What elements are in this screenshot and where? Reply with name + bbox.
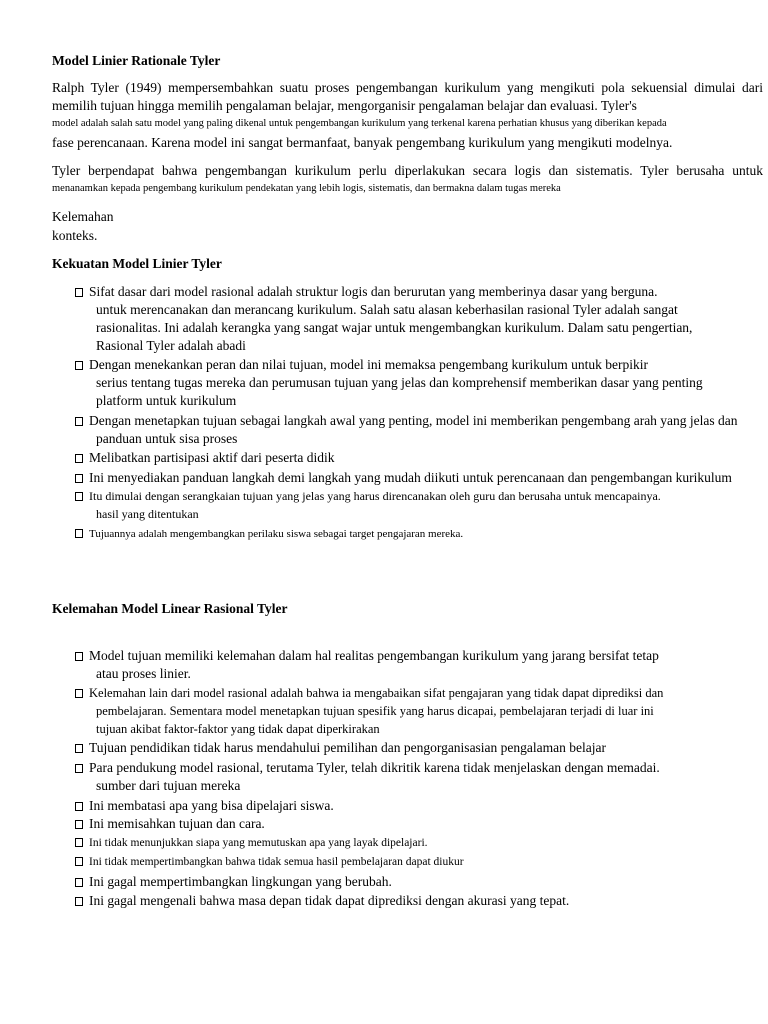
list-item-continuation: hasil yang ditentukan <box>96 507 199 521</box>
list-item-text: Melibatkan partisipasi aktif dari peserta didik <box>89 450 335 465</box>
paragraph-line-small: menanamkan kepada pengembang kurikulum pendekatan yang lebih logis, sistematis, dan bermakna dalam tugas mereka <box>52 183 561 194</box>
list-item-text: Ini menyediakan panduan langkah demi langkah yang mudah diikuti untuk perencanaan dan pengembangan kurikulum <box>89 470 732 485</box>
checkbox-bullet-icon <box>75 417 83 426</box>
list-item <box>75 526 463 542</box>
list-item-text: Sifat dasar dari model rasional adalah struktur logis dan berurutan yang memberinya dasar yang berguna. <box>89 284 658 299</box>
list-item-continuation: tujuan akibat faktor-faktor yang tidak dapat diperkirakan <box>96 722 380 736</box>
list-item-text: Ini memisahkan tujuan dan cara. <box>89 816 265 831</box>
list-item <box>75 648 659 664</box>
list-item-text: Kelemahan lain dari model rasional adalah bahwa ia mengabaikan sifat pengajaran yang tidak dapat diprediksi dan <box>89 686 664 700</box>
checkbox-bullet-icon <box>75 838 83 847</box>
list-item <box>75 798 334 814</box>
list-item <box>75 413 738 429</box>
checkbox-bullet-icon <box>75 529 83 538</box>
list-item <box>75 816 265 832</box>
list-item-text: Ini gagal mempertimbangkan lingkungan yang berubah. <box>89 874 392 889</box>
list-item-continuation: rasionalitas. Ini adalah kerangka yang sangat wajar untuk mengembangkan kurikulum. Dalam satu pengertian, <box>96 320 693 335</box>
paragraph-line-small: model adalah salah satu model yang paling dikenal untuk pengembangan kurikulum yang terkenal karena perhatian khusus yang diberikan kepada <box>52 118 667 129</box>
list-item <box>75 760 660 776</box>
checkbox-bullet-icon <box>75 820 83 829</box>
list-item <box>75 284 657 300</box>
section-heading-model-linier: Model Linier Rationale Tyler <box>52 53 221 68</box>
checkbox-bullet-icon <box>75 857 83 866</box>
list-item <box>75 893 569 909</box>
list-item-text: Ini tidak menunjukkan siapa yang memutuskan apa yang layak dipelajari. <box>89 837 428 849</box>
list-item <box>75 488 661 504</box>
checkbox-bullet-icon <box>75 288 83 297</box>
list-item <box>75 835 428 851</box>
list-item-continuation: panduan untuk sisa proses <box>96 431 238 446</box>
checkbox-bullet-icon <box>75 764 83 773</box>
list-item-text: Dengan menekankan peran dan nilai tujuan, model ini memaksa pengembang kurikulum untuk berpikir <box>89 357 648 372</box>
checkbox-bullet-icon <box>75 689 83 698</box>
list-item <box>75 470 732 486</box>
list-item-continuation: pembelajaran. Sementara model menetapkan tujuan spesifik yang harus dicapai, pembelajaran terjadi di luar ini <box>96 704 654 718</box>
paragraph-line: Ralph Tyler (1949) mempersembahkan suatu proses pengembangan kurikulum yang mengikuti pola sekuensial dimulai dari <box>52 80 763 95</box>
list-item-text: Ini gagal mengenali bahwa masa depan tidak dapat diprediksi dengan akurasi yang tepat. <box>89 893 570 908</box>
paragraph-line: Tyler berpendapat bahwa pengembangan kurikulum perlu diperlakukan secara logis dan sistematis. Tyler berusaha untuk <box>52 163 763 178</box>
list-item <box>75 450 335 466</box>
checkbox-bullet-icon <box>75 897 83 906</box>
list-item-continuation: serius tentang tugas mereka dan perumusan tujuan yang jelas dan komprehensif memberikan dasar yang penting <box>96 375 703 390</box>
list-item-text: Ini membatasi apa yang bisa dipelajari siswa. <box>89 798 334 813</box>
list-item-continuation: untuk merencanakan dan merancang kurikulum. Salah satu alasan keberhasilan rasional Tyler adalah sangat <box>96 302 678 317</box>
list-item-text: Dengan menetapkan tujuan sebagai langkah awal yang penting, model ini memberikan pengembang arah yang jelas dan <box>89 413 738 428</box>
checkbox-bullet-icon <box>75 652 83 661</box>
list-item <box>75 854 464 870</box>
list-item-continuation: sumber dari tujuan mereka <box>96 778 241 793</box>
checkbox-bullet-icon <box>75 492 83 501</box>
section-heading-kelemahan: Kelemahan Model Linear Rasional Tyler <box>52 601 288 616</box>
paragraph-line: konteks. <box>52 228 98 243</box>
checkbox-bullet-icon <box>75 744 83 753</box>
list-item <box>75 685 663 701</box>
checkbox-bullet-icon <box>75 878 83 887</box>
list-item <box>75 874 392 890</box>
checkbox-bullet-icon <box>75 802 83 811</box>
list-item <box>75 357 648 373</box>
paragraph-line: memilih tujuan hingga memilih pengalaman belajar, mengorganisir pengalaman belajar dan evaluasi. Tyler's <box>52 98 637 113</box>
list-item-text: Tujuan pendidikan tidak harus mendahului pemilihan dan pengorganisasian pengalaman belajar <box>89 740 606 755</box>
paragraph-line: Kelemahan <box>52 209 114 224</box>
list-item-continuation: atau proses linier. <box>96 666 191 681</box>
list-item <box>75 740 606 756</box>
checkbox-bullet-icon <box>75 361 83 370</box>
list-item-continuation: platform untuk kurikulum <box>96 393 237 408</box>
list-item-text: Para pendukung model rasional, terutama Tyler, telah dikritik karena tidak menjelaskan dengan memadai. <box>89 760 660 775</box>
list-item-text: Model tujuan memiliki kelemahan dalam hal realitas pengembangan kurikulum yang jarang bersifat tetap <box>89 648 659 663</box>
list-item-text: Tujuannya adalah mengembangkan perilaku siswa sebagai target pengajaran mereka. <box>89 528 464 540</box>
checkbox-bullet-icon <box>75 454 83 463</box>
list-item-continuation: Rasional Tyler adalah abadi <box>96 338 246 353</box>
list-item-text: Itu dimulai dengan serangkaian tujuan yang jelas yang harus direncanakan oleh guru dan berusaha untuk mencapainya. <box>89 489 661 503</box>
checkbox-bullet-icon <box>75 474 83 483</box>
section-heading-kekuatan: Kekuatan Model Linier Tyler <box>52 256 222 271</box>
list-item-text: Ini tidak mempertimbangkan bahwa tidak semua hasil pembelajaran dapat diukur <box>89 856 464 868</box>
paragraph-line: fase perencanaan. Karena model ini sangat bermanfaat, banyak pengembang kurikulum yang mengikuti modelnya. <box>52 135 673 150</box>
